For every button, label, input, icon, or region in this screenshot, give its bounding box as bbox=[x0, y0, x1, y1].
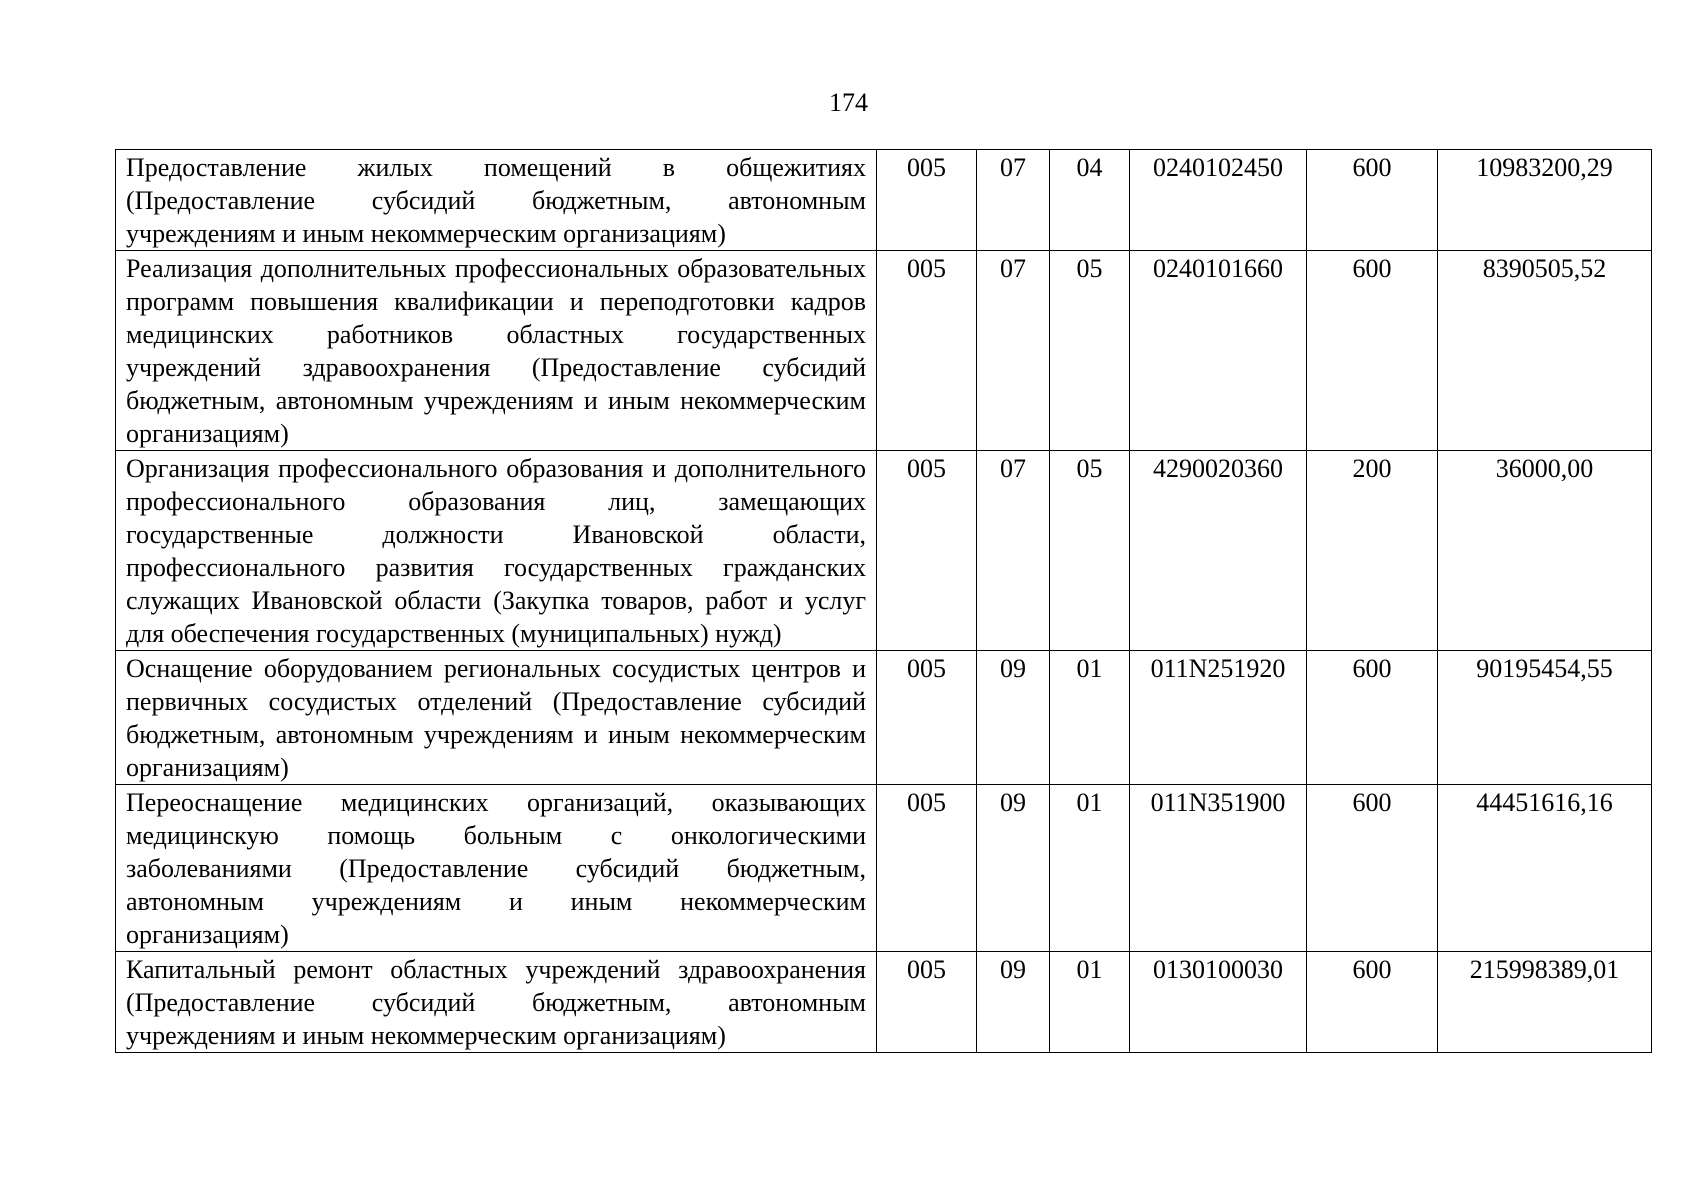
subsection-code: 01 bbox=[1050, 785, 1130, 952]
target-article-code: 011N251920 bbox=[1130, 651, 1307, 785]
target-article-code: 4290020360 bbox=[1130, 451, 1307, 651]
amount: 10983200,29 bbox=[1438, 150, 1652, 251]
ministry-code: 005 bbox=[877, 651, 977, 785]
subsection-code: 04 bbox=[1050, 150, 1130, 251]
table-row bbox=[116, 451, 1652, 651]
subsection-code: 05 bbox=[1050, 251, 1130, 451]
row-description: Оснащение оборудованием региональных сосудистых центров и первичных сосудистых отделений (Предоставление субсидий бюджетным, автономным учреждениям и иным некоммерческим организациям) bbox=[116, 651, 877, 785]
row-description: Организация профессионального образования и дополнительного профессионального образования лиц, замещающих государственные должности Ивановской области, профессионального развития государственных гражданских служащих Ивановской области (Закупка товаров, работ и услуг для обеспечения государственных (муниципальных) нужд) bbox=[116, 451, 877, 651]
subsection-code: 05 bbox=[1050, 451, 1130, 651]
ministry-code: 005 bbox=[877, 785, 977, 952]
ministry-code: 005 bbox=[877, 251, 977, 451]
section-code: 07 bbox=[977, 451, 1050, 651]
section-code: 09 bbox=[977, 952, 1050, 1053]
subsection-code: 01 bbox=[1050, 651, 1130, 785]
table-row bbox=[116, 651, 1652, 785]
section-code: 07 bbox=[977, 150, 1050, 251]
section-code: 09 bbox=[977, 651, 1050, 785]
target-article-code: 0240102450 bbox=[1130, 150, 1307, 251]
table-row bbox=[116, 150, 1652, 251]
amount: 8390505,52 bbox=[1438, 251, 1652, 451]
budget-table bbox=[115, 149, 1652, 1053]
expense-type-code: 600 bbox=[1307, 952, 1438, 1053]
amount: 36000,00 bbox=[1438, 451, 1652, 651]
amount: 90195454,55 bbox=[1438, 651, 1652, 785]
ministry-code: 005 bbox=[877, 952, 977, 1053]
target-article-code: 0130100030 bbox=[1130, 952, 1307, 1053]
ministry-code: 005 bbox=[877, 150, 977, 251]
table-row bbox=[116, 251, 1652, 451]
page-number: 174 bbox=[829, 88, 868, 117]
expense-type-code: 600 bbox=[1307, 651, 1438, 785]
expense-type-code: 600 bbox=[1307, 251, 1438, 451]
amount: 215998389,01 bbox=[1438, 952, 1652, 1053]
table-row bbox=[116, 952, 1652, 1053]
table-row bbox=[116, 785, 1652, 952]
target-article-code: 0240101660 bbox=[1130, 251, 1307, 451]
row-description: Реализация дополнительных профессиональных образовательных программ повышения квалификации и переподготовки кадров медицинских работников областных государственных учреждений здравоохранения (Предоставление субсидий бюджетным, автономным учреждениям и иным некоммерческим организациям) bbox=[116, 251, 877, 451]
row-description: Предоставление жилых помещений в общежитиях (Предоставление субсидий бюджетным, автономным учреждениям и иным некоммерческим организациям) bbox=[116, 150, 877, 251]
section-code: 07 bbox=[977, 251, 1050, 451]
ministry-code: 005 bbox=[877, 451, 977, 651]
row-description: Переоснащение медицинских организаций, оказывающих медицинскую помощь больным с онкологическими заболеваниями (Предоставление субсидий бюджетным, автономным учреждениям и иным некоммерческим организациям) bbox=[116, 785, 877, 952]
target-article-code: 011N351900 bbox=[1130, 785, 1307, 952]
expense-type-code: 600 bbox=[1307, 150, 1438, 251]
section-code: 09 bbox=[977, 785, 1050, 952]
row-description: Капитальный ремонт областных учреждений здравоохранения (Предоставление субсидий бюджетным, автономным учреждениям и иным некоммерческим организациям) bbox=[116, 952, 877, 1053]
expense-type-code: 200 bbox=[1307, 451, 1438, 651]
amount: 44451616,16 bbox=[1438, 785, 1652, 952]
subsection-code: 01 bbox=[1050, 952, 1130, 1053]
expense-type-code: 600 bbox=[1307, 785, 1438, 952]
